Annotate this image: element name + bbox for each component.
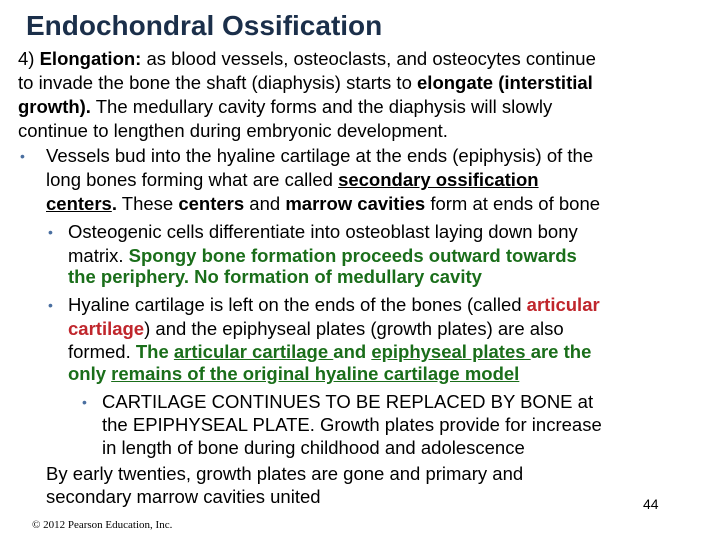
centers-period: . xyxy=(111,193,117,214)
articular-cartilage-term: articular cartilage xyxy=(173,341,334,362)
page-number: 44 xyxy=(643,496,659,512)
bullet1-line3 xyxy=(46,193,600,215)
bullet1-and: and xyxy=(244,193,286,214)
periphery-statement: the periphery. No formation of medullary cavity xyxy=(68,266,482,287)
sub2-the: The xyxy=(135,341,174,362)
sub2-and: and xyxy=(333,341,372,362)
sub2-formed: formed. xyxy=(68,341,136,362)
sub1-line1: Osteogenic cells differentiate into osteoblast laying down bony xyxy=(68,221,578,242)
bullet-1-icon: • xyxy=(20,148,25,164)
sub2-line1 xyxy=(68,294,600,316)
sub2-line3 xyxy=(68,341,591,363)
slide-title: Endochondral Ossification xyxy=(26,10,383,41)
para1-number: 4) xyxy=(18,48,40,69)
sub-bullet-1-icon: • xyxy=(48,224,53,240)
elongation-term: Elongation: xyxy=(39,48,142,69)
sub-sub-bullet-icon: • xyxy=(82,394,87,410)
closing-line2: secondary marrow cavities united xyxy=(46,486,321,507)
bullet1-line3-end: form at ends of bone xyxy=(425,193,601,214)
spongy-bone-statement: Spongy bone formation proceeds outward towards xyxy=(128,245,577,266)
centers-term: centers xyxy=(46,193,112,214)
para1-line4: continue to lengthen during embryonic development. xyxy=(18,120,448,141)
sub1-line2-text: matrix. xyxy=(68,245,129,266)
sub2-line1-text: Hyaline cartilage is left on the ends of the bones (called xyxy=(68,294,527,315)
sub-bullet-2-icon: • xyxy=(48,297,53,313)
sub2-line4 xyxy=(68,363,519,385)
para1-line3 xyxy=(18,96,552,118)
para1-line2 xyxy=(18,72,593,94)
secondary-ossification-term: secondary ossification xyxy=(338,169,539,190)
cartilage-term: cartilage xyxy=(68,318,145,339)
sub2-line2 xyxy=(68,318,564,340)
sub1-line3 xyxy=(68,266,482,288)
copyright-footer: © 2012 Pearson Education, Inc. xyxy=(32,519,173,531)
original-model-term: remains of the original hyaline cartilage model xyxy=(111,363,520,384)
bullet1-these: These xyxy=(116,193,179,214)
bullet1-line2 xyxy=(46,169,539,191)
sub2-line2-text: ) and the epiphyseal plates (growth plates) are also xyxy=(144,318,564,339)
sub3-line1: CARTILAGE CONTINUES TO BE REPLACED BY BONE at xyxy=(102,391,594,412)
para1-line2-text: to invade the bone the shaft (diaphysis) starts to xyxy=(18,72,418,93)
epiphyseal-plates-term: epiphyseal plates xyxy=(371,341,531,362)
sub2-are-the: are the xyxy=(530,341,592,362)
marrow-cavities-term: marrow cavities xyxy=(285,193,426,214)
sub2-only: only xyxy=(68,363,112,384)
bullet1-line1: Vessels bud into the hyaline cartilage at the ends (epiphysis) of the xyxy=(46,145,594,166)
centers-term-2: centers xyxy=(178,193,245,214)
para1-line1-text: as blood vessels, osteoclasts, and osteocytes continue xyxy=(141,48,596,69)
elongate-term: elongate (interstitial xyxy=(417,72,593,93)
para1-line1 xyxy=(18,48,596,70)
articular-term: articular xyxy=(526,294,600,315)
sub3-line2: the EPIPHYSEAL PLATE. Growth plates provide for increase xyxy=(102,414,602,435)
growth-term: growth). xyxy=(18,96,91,117)
closing-line1: By early twenties, growth plates are gone and primary and xyxy=(46,463,524,484)
sub3-line3: in length of bone during childhood and adolescence xyxy=(102,437,525,458)
para1-line3-text: The medullary cavity forms and the diaphysis will slowly xyxy=(90,96,553,117)
sub1-line2 xyxy=(68,245,577,267)
bullet1-line2-text: long bones forming what are called xyxy=(46,169,339,190)
